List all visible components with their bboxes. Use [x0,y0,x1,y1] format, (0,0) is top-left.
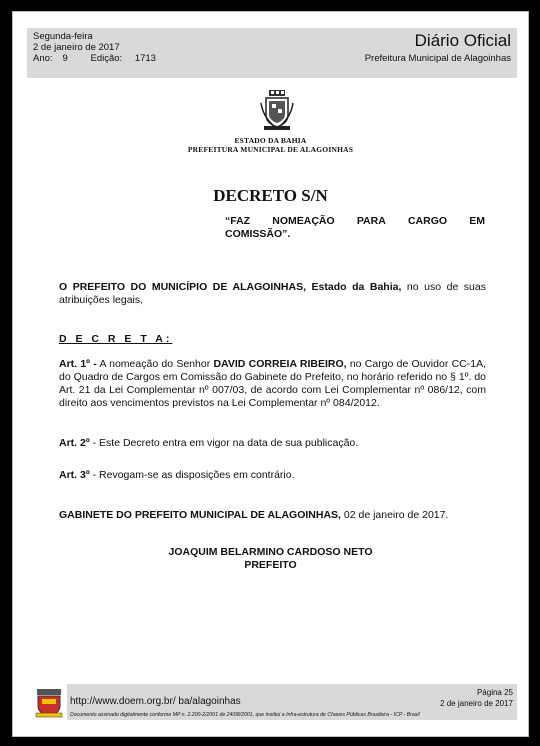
municipal-coat-of-arms-icon [260,89,294,131]
gazette-footer [67,684,517,720]
article-1-label: Art. 1º - [59,358,97,370]
epigraph-word: PARA [356,215,386,227]
epigraph-word: CARGO [407,215,448,227]
epigraph-word: “FAZ [225,215,251,227]
signer-name: JOAQUIM BELARMINO CARDOSO NETO [168,546,373,558]
epigraph-line-1 [225,215,485,228]
article-3-text: - Revogam-se as disposições em contrário. [89,469,295,481]
doem-logo-icon [35,688,63,718]
preamble-bold: O PREFEITO DO MUNICÍPIO DE ALAGOINHAS, Estado da Bahia, [59,281,402,293]
article-2-label: Art. 2º [59,437,90,449]
prefeitura-name: PREFEITURA MUNICIPAL DE ALAGOINHAS [187,145,354,154]
gazette-title-block [365,31,511,65]
article-1 [59,358,486,410]
article-3 [59,469,486,482]
gabinete-bold: GABINETE DO PREFEITO MUNICIPAL DE ALAGOINHAS, [59,509,341,521]
gazette-header [27,28,517,78]
issue-numbers [33,53,176,64]
ano-label: Ano: [33,53,53,64]
footer-page-info [440,687,513,709]
edicao-value: 1713 [134,53,156,64]
footer-page-number: Página 25 [476,688,513,697]
article-1-text-b: no Cargo de Ouvidor CC-1A, do Quadro de Cargos em Comissão do Gabinete do Prefeito, no horário referido no § 1º. do Art. 21 da Lei Complementar nº 007/03, de acordo com Lei Complementar nº 086/12, com direito aos vencimentos previstos na Lei Complementar nº 084/2012. [59,358,487,409]
epigraph-word: NOMEAÇÃO [272,215,335,227]
gazette-title: Diário Oficial [414,31,511,50]
article-1-text-a: A nomeação do Senhor [96,358,214,370]
decreta-heading [59,333,486,346]
preamble-rest: no uso de suas atribuições legais, [59,281,486,306]
gabinete-date: 02 de janeiro de 2017. [340,509,449,521]
footer-date: 2 de janeiro de 2017 [440,699,513,708]
preamble [59,281,486,307]
gabinete-line [59,509,486,522]
decree-title: DECRETO S/N [213,186,328,205]
issue-date: 2 de janeiro de 2017 [33,42,120,53]
appointee-name: DAVID CORREIA RIBEIRO, [213,358,347,370]
epigraph-word: EM [469,215,485,227]
ano-value: 9 [62,53,68,64]
decree-epigraph [225,215,485,241]
gazette-subtitle: Prefeitura Municipal de Alagoinhas [364,53,511,64]
signer-role: PREFEITO [244,559,297,571]
document-page [12,11,529,737]
issue-weekday: Segunda-feira [33,31,93,42]
article-2-text: - Este Decreto entra em vigor na data de sua publicação. [89,437,359,449]
digital-signature-note: Documento assinado digitalmente conforme MP n. 2.200-2/2001 de 24/08/2001, que institui a Infra-estrutura de Chaves Públicas Brasileira - ICP - Brasil [70,712,420,718]
footer-url[interactable]: http://www.doem.org.br/ ba/alagoinhas [70,696,241,707]
issue-info [33,31,176,64]
article-2 [59,437,486,450]
edicao-label: Edição: [90,53,123,64]
article-3-label: Art. 3º [59,469,90,481]
decreta-label: D E C R E T A: [59,333,173,345]
state-name: ESTADO DA BAHIA [234,136,307,145]
epigraph-line-2: COMISSÃO”. [225,228,291,240]
